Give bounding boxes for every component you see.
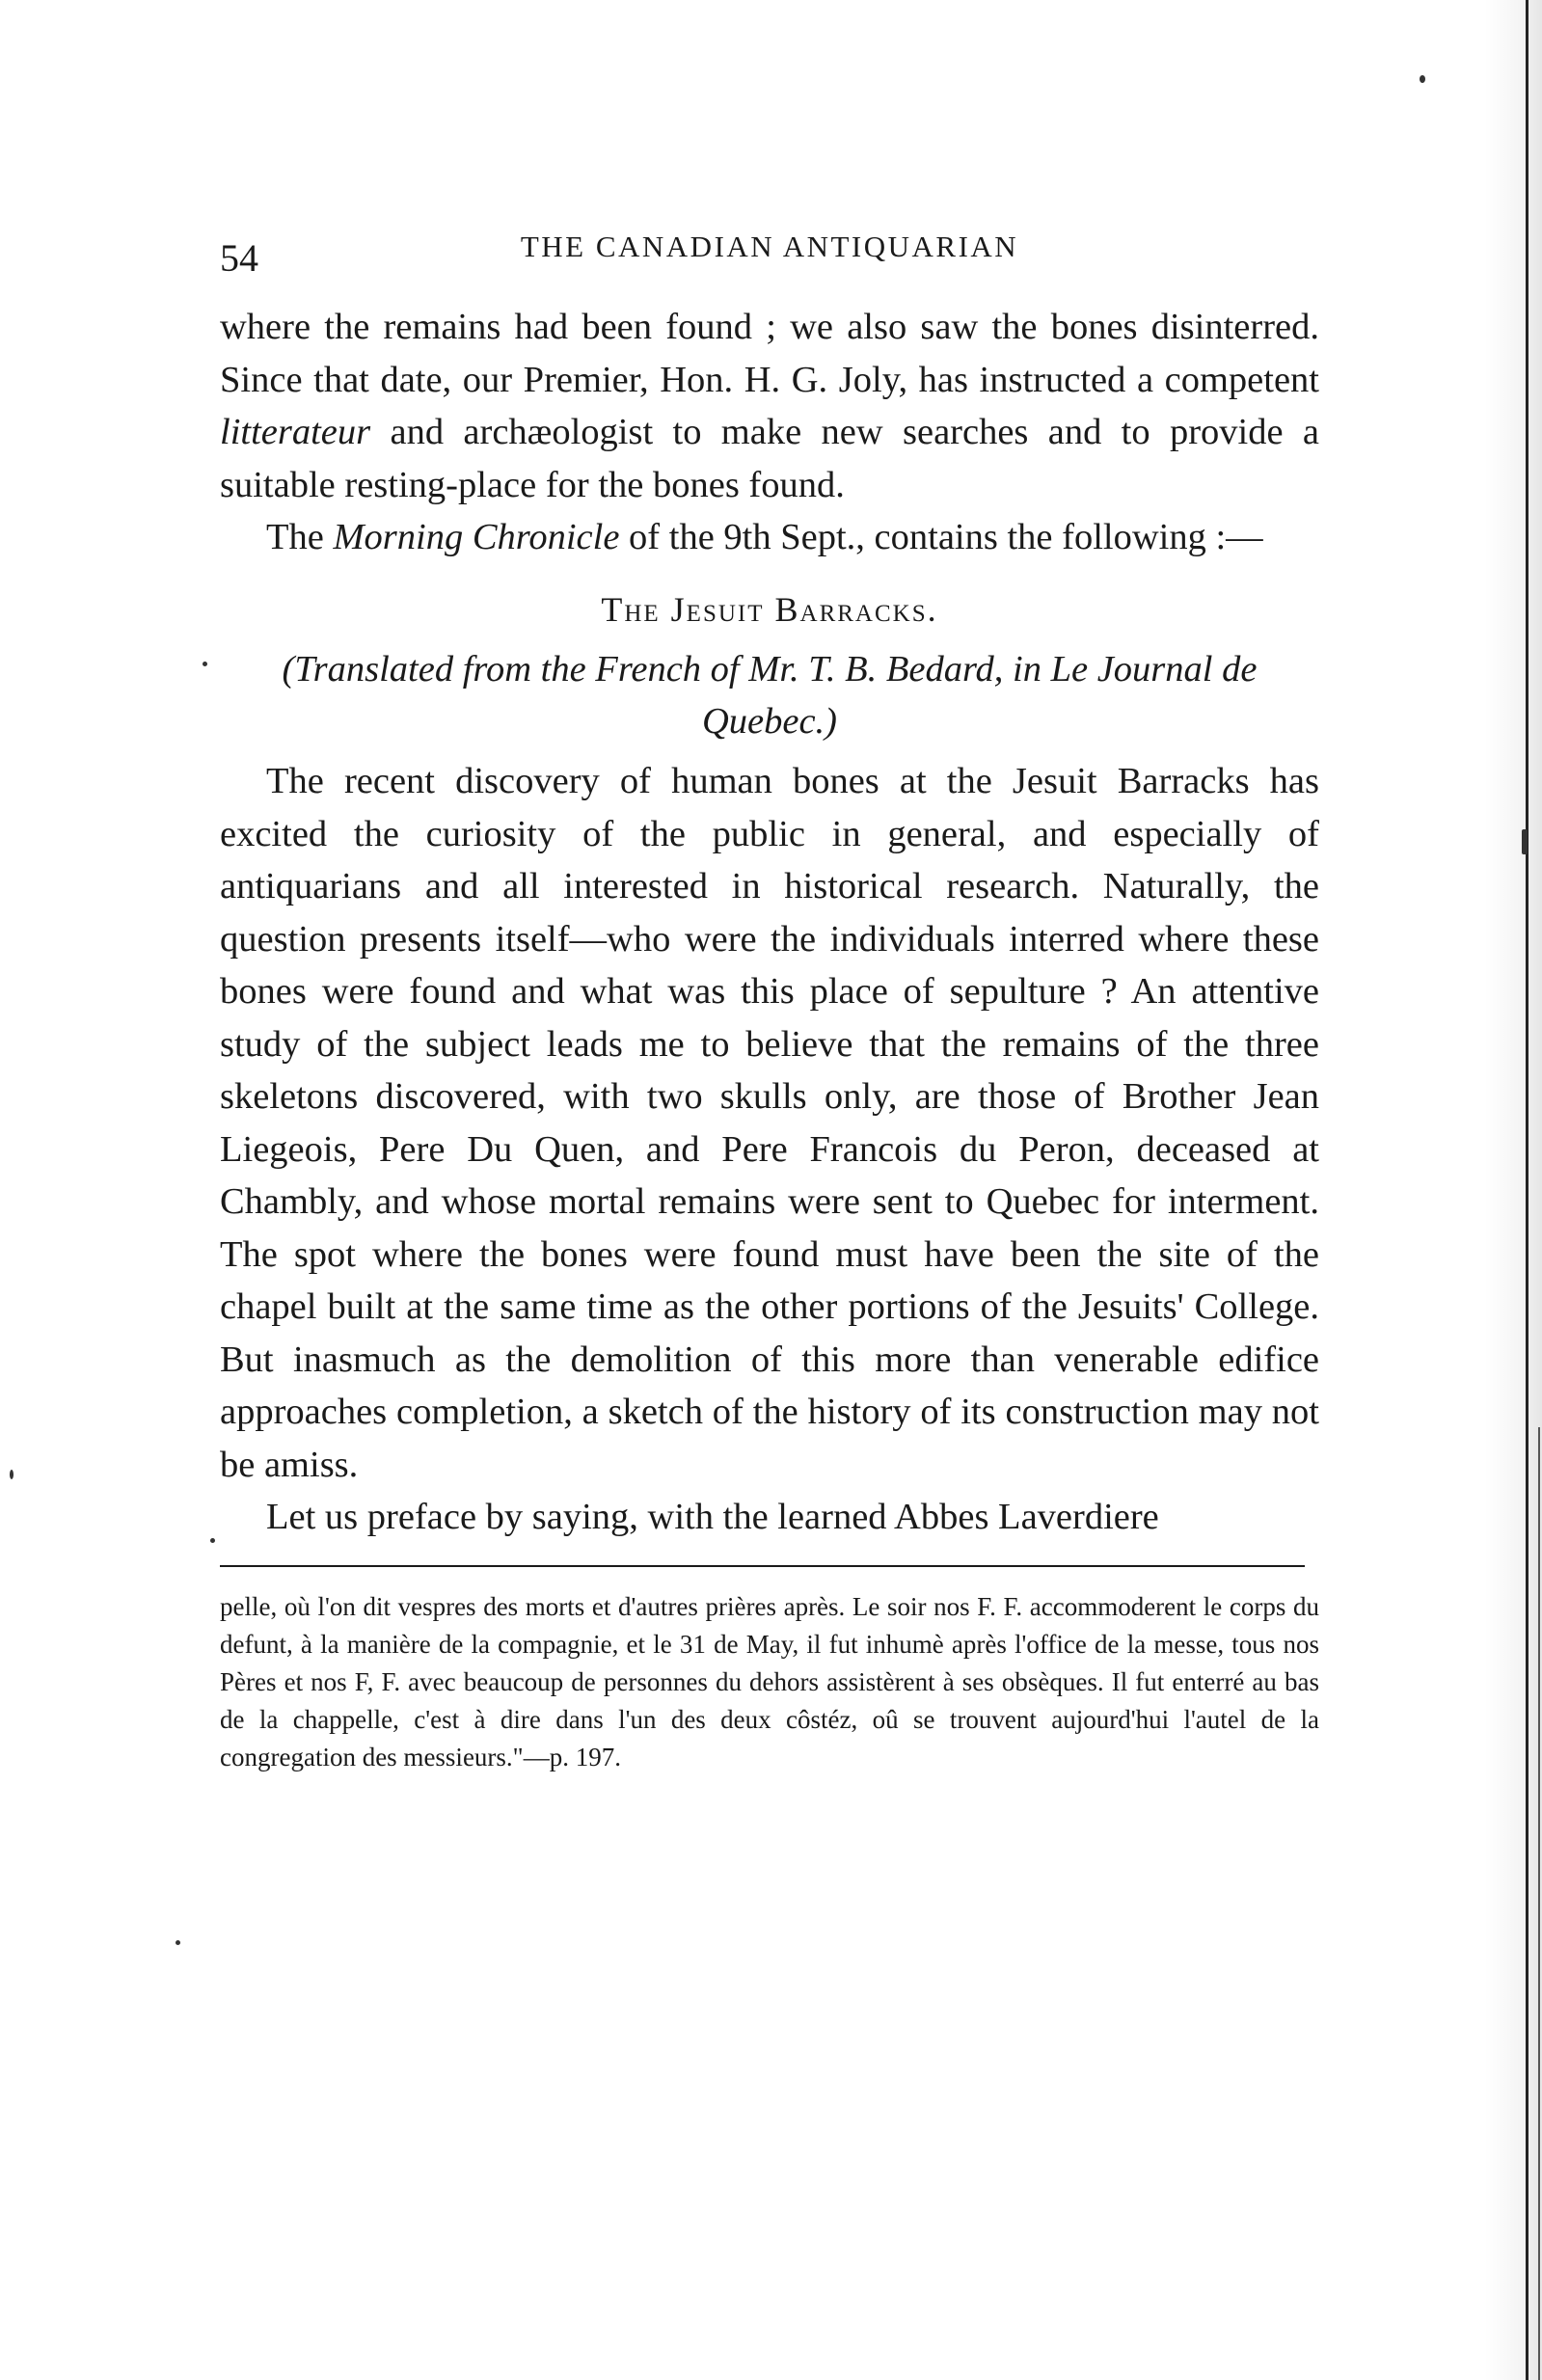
paragraph-2 xyxy=(220,511,1319,564)
page xyxy=(220,222,1319,1802)
scan-speck xyxy=(210,1538,215,1543)
footnote-rule xyxy=(220,1565,1305,1567)
scan-speck xyxy=(176,1940,180,1945)
page-edge-line-inner xyxy=(1538,1427,1540,2380)
paragraph-1-italic: litterateur xyxy=(220,412,371,452)
translation-note: (Translated from the French of Mr. T. B. Bedard, in Le Journal de Quebec.) xyxy=(282,649,1258,742)
paragraph-4: Let us preface by saying, with the learned Abbes Laverdiere xyxy=(266,1497,1159,1537)
paragraph-2-end: of the 9th Sept., contains the following :— xyxy=(629,517,1263,557)
scan-speck xyxy=(1522,829,1528,854)
running-title: THE CANADIAN ANTIQUARIAN xyxy=(520,230,1019,263)
scan-speck xyxy=(203,662,207,666)
body-text xyxy=(220,301,1319,1544)
section-heading: The Jesuit Barracks. xyxy=(601,589,938,629)
paragraph-2-start: The xyxy=(266,517,324,557)
running-head xyxy=(220,222,1319,280)
paragraph-2-italic: Morning Chronicle xyxy=(333,517,620,557)
page-edge-line xyxy=(1526,0,1528,2380)
footnote: pelle, où l'on dit vespres des morts et d'autres prières après. Le soir nos F. F. accommoderent le corps du defunt, à la manière de la compagnie, et le 31 de May, il fut inhumè après l'office de la messe, tous nos Pères et nos F, F. avec beaucoup de personnes du dehors assistèrent à ses obsèques. Il fut enterré au bas de la chappelle, c'est à dire dans l'un des deux côstéz, oû se trouvent aujourd'hui l'autel de la congregation des messieurs."—p. 197. xyxy=(220,1591,1319,1771)
page-edge-shade xyxy=(1484,0,1542,2380)
scan-speck xyxy=(1420,75,1425,83)
paragraph-3: The recent discovery of human bones at the Jesuit Barracks has excited the curiosity of the public in general, and especially of antiquarians and all interested in historical research. Naturally, the question presents itself—who were the individuals interred where these bones were found and what was this place of sepulture ? An attentive study of the subject leads me to believe that the remains of the three skeletons discovered, with two skulls only, are those of Brother Jean Liegeois, Pere Du Quen, and Pere Francois du Peron, deceased at Chambly, and whose mortal remains were sent to Quebec for interment. The spot where the bones were found must have been the site of the chapel built at the same time as the other portions of the Jesuits' College. But inasmuch as the demolition of this more than venerable edifice approaches completion, a sketch of the history of its construction may not be amiss. xyxy=(220,761,1319,1485)
paragraph-1-text: where the remains had been found ; we also saw the bones disinterred. Since that date, our Premier, Hon. H. G. Joly, has instructed a competent xyxy=(220,307,1319,400)
paragraph-1 xyxy=(220,301,1319,511)
page-number: 54 xyxy=(220,236,258,280)
scan-speck xyxy=(10,1470,14,1479)
paragraph-1-end: and archæologist to make new searches and to provide a suitable resting-place for the bones found. xyxy=(220,412,1320,505)
